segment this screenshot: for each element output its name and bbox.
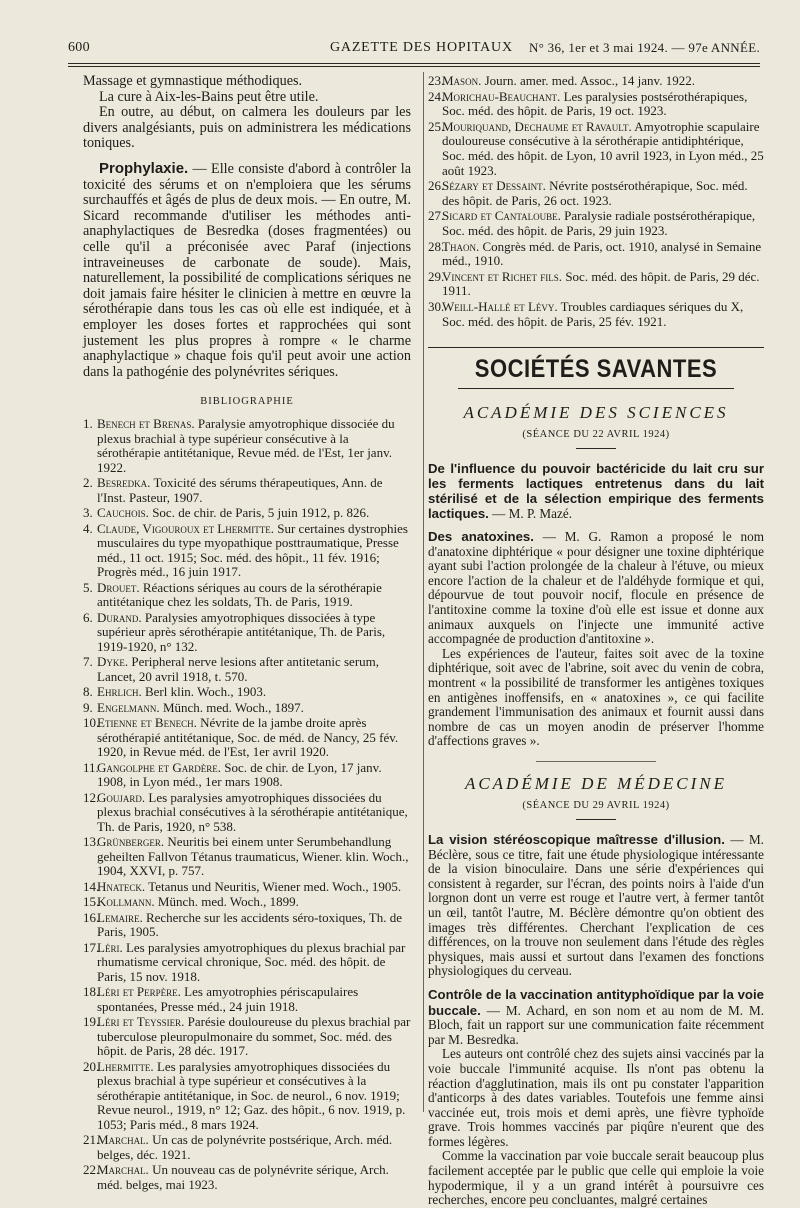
entry-number: 17. [83, 939, 100, 955]
entry-text: Journ. amer. med. Assoc., 14 janv. 1922. [481, 73, 695, 88]
medecine-item-2-text3: Comme la vaccination par voie buccale serait beaucoup plus facilement acceptée par le public que celle qui emploie la voie hypodermique, il y a un grand intérêt à poursuivre ces recherches, encore peu concluantes, malgré certaines [428, 1148, 764, 1208]
entry-authors: Hnateck. [97, 878, 146, 894]
entry-text: Recherche sur les accidents séro-toxiques, Th. de Paris, 1905. [97, 909, 403, 940]
entry-text: Tetanus und Neuritis, Wiener med. Woch., 1905. [145, 878, 402, 894]
entry-authors: Ehrlich. [97, 684, 142, 700]
entry-number: 10. [83, 715, 100, 731]
bibliography-entry [83, 1163, 411, 1192]
medecine-item-1 [428, 832, 764, 979]
entry-authors: Mason. [442, 73, 482, 88]
prophylaxie-heading: Prophylaxie. [99, 159, 189, 177]
medecine-item-2-text: — M. Achard, en son nom et au nom de M. M. Bloch, fait un rapport sur une communication faite récemment par M. Besredka. [428, 1002, 764, 1047]
entry-number: 9. [83, 699, 93, 715]
entry-authors: Marchal. [97, 1132, 149, 1148]
entry-text: Congrès méd. de Paris, oct. 1910, analysé in Semaine méd., 1910. [442, 238, 762, 269]
entry-text: Troubles cardiaques sériques du X, Soc. méd. des hôpit. de Paris, 25 fév. 1921. [442, 298, 744, 329]
bibliography-list-right [428, 74, 764, 329]
entry-number: 7. [83, 654, 93, 670]
entry-text: Amyotrophie scapulaire douloureuse consécutive à la sérothérapie antidiphtérique, Soc. méd. des hôpit. de Lyon, 10 avril 1923, in Lyon méd., 25 août 1923. [442, 118, 764, 178]
academy-medecine-session: (SÉANCE DU 29 AVRIL 1924) [522, 800, 670, 811]
entry-number: 5. [83, 579, 93, 595]
entry-number: 2. [83, 475, 93, 491]
entry-authors: Goujard. [97, 789, 146, 805]
entry-authors: Gangolphe et Gardère. [97, 759, 222, 775]
sciences-item-1 [428, 461, 764, 521]
sciences-item-2-text2: Les expériences de l'auteur, faites soit avec de la toxine diphtérique, soit avec de l'abrine, soit avec du venin de cobra, montrent « la possibilité de transformer les antigènes toxiques en antigènes inoffensifs, en « anatoxines », ce qui facilite grandement l'immunisation des animaux et fournit aussi dans nombre de cas un moyen anodin de préserver l'homme d'affections graves ». [428, 645, 764, 749]
bibliography-entry [83, 761, 411, 790]
entry-number: 21. [83, 1132, 100, 1148]
academy-divider [536, 761, 656, 762]
bibliography-entry [428, 270, 764, 299]
entry-number: 15. [83, 894, 100, 910]
bibliography-entry [83, 880, 411, 895]
bibliography-entry [428, 209, 764, 238]
entry-text: Paralysie radiale postsérothérapique, Soc. méd. des hôpit. de Paris, 29 juin 1923. [442, 208, 756, 238]
bibliography-entry [428, 120, 764, 178]
bibliography-entry [83, 611, 411, 655]
entry-text: Sur certaines dystrophies musculaires du type myopathique posttraumatique, Presse méd., 11 oct. 1915; Soc. méd. des hôpit., 11 fév. 1916; Progrès méd., 16 juin 1917. [97, 520, 408, 580]
entry-number: 24. [428, 88, 445, 104]
entry-number: 18. [83, 984, 100, 1000]
entry-text: Soc. de chir. de Paris, 5 juin 1912, p. 826. [148, 505, 370, 521]
bibliography-entry [83, 506, 411, 521]
academy-sciences-session: (SÉANCE DU 22 AVRIL 1924) [522, 429, 670, 441]
bibliography-entry [83, 522, 411, 580]
entry-text: Parésie douloureuse du plexus brachial par tuberculose pleuropulmonaire du sommet, Soc. méd. des hôpit. de Paris, 28 déc. 1917. [97, 1014, 411, 1059]
bibliography-entry [83, 476, 411, 505]
header-rule-thick [68, 63, 760, 64]
entry-text: Réactions sériques au cours de la sérothérapie antitétanique chez les soldats, Th. de Paris, 1919. [97, 579, 382, 610]
entry-text: Les paralysies amyotrophiques du plexus brachial par rhumatisme cervical chronique, Soc. méd. des hôpit. de Paris, 15 nov. 1918. [97, 939, 406, 984]
entry-number: 19. [83, 1014, 100, 1030]
page-number: 600 [68, 40, 90, 55]
entry-authors: Etienne et Benech. [97, 715, 197, 731]
intro-line-3: En outre, au début, on calmera les douleurs par les divers analgésiants, puis on administrera les médications toniques. [83, 104, 411, 152]
bibliography-entry [428, 90, 764, 119]
entry-authors: Vincent et Richet fils. [442, 268, 563, 284]
sciences-item-1-head: De l'influence du pouvoir bactéricide du lait cru sur les ferments lactiques entretenus dans du lait stérilisé et de la sélection empirique des ferments lactiques. [428, 461, 764, 522]
entry-authors: Léri et Perpère. [97, 984, 181, 1000]
bibliography-entry [83, 911, 411, 940]
bibliography-entry [83, 1060, 411, 1133]
entry-text: Paralysies amyotrophiques dissociées à type supérieur après sérothérapie antitétanique, Th. de Paris, 1919-1920, n° 132. [97, 609, 386, 654]
bibliography-entry [83, 685, 411, 700]
entry-text: Münch. med. Woch., 1899. [154, 894, 299, 910]
entry-authors: Léri et Teyssier. [97, 1014, 185, 1030]
right-column [428, 74, 764, 1208]
section-header-box [428, 347, 764, 388]
bibliography-list-left [83, 417, 411, 1192]
bibliography-title: BIBLIOGRAPHIE [200, 396, 294, 408]
entry-text: Soc. méd. des hôpit. de Paris, 29 déc. 1911. [442, 268, 760, 299]
section-title: SOCIÉTÉS SAVANTES [474, 354, 718, 383]
entry-authors: Claude, Vigouroux et Lhermitte. [97, 520, 274, 536]
entry-text: Toxicité des sérums thérapeutiques, Ann. de l'Inst. Pasteur, 1907. [97, 475, 383, 505]
bibliography-entry [83, 1133, 411, 1162]
bibliography-entry [428, 74, 764, 89]
entry-authors: Kollmann. [97, 894, 155, 910]
entry-authors: Besredka. [97, 475, 151, 491]
bibliography-entry [83, 701, 411, 716]
entry-authors: Léri. [97, 939, 123, 955]
sciences-item-1-author: — M. P. Mazé. [488, 506, 572, 522]
entry-text: Neuritis bei einem unter Serumbehandlung geheilten Fallvon Tétanus traumaticus, Wiener. klin. Woch., 1904, XXVI, p. 757. [97, 834, 409, 879]
section-underline [458, 388, 734, 389]
entry-number: 25. [428, 118, 445, 134]
entry-text: Les paralysies postsérothérapiques, Soc. méd. des hôpit. de Paris, 19 oct. 1923. [442, 88, 748, 119]
entry-number: 1. [83, 416, 93, 432]
entry-number: 4. [83, 520, 93, 536]
issue-info: N° 36, 1er et 3 mai 1924. — 97e ANNÉE. [528, 40, 760, 55]
entry-text: Berl klin. Woch., 1903. [141, 684, 267, 700]
entry-number: 22. [83, 1162, 100, 1178]
prophylaxie-paragraph [83, 161, 411, 380]
entry-authors: Weill-Hallé et Lévy. [442, 298, 558, 314]
intro-line-2: La cure à Aix-les-Bains peut être utile. [99, 88, 319, 105]
entry-text: Soc. de chir. de Lyon, 17 janv. 1908, in Lyon méd., 1er mars 1908. [97, 759, 382, 790]
entry-authors: Grünberger. [97, 834, 165, 850]
sciences-item-2-text: — M. G. Ramon a proposé le nom d'anatoxine diphtérique « pour désigner une toxine diphtérique ayant subi l'action prolongée de la chaleur à l'étuve, ou mieux encore l'action de la chaleur et de l'aldéhyde formique et qui, dépourvue de tout pouvoir nocif, flocule en présence de l'antitoxine comme la toxine d'où elle est issue et donne aux animaux auxquels on l'injecte une immunité active accompagnée de production d'antitoxine ». [428, 529, 764, 647]
entry-number: 6. [83, 609, 93, 625]
entry-authors: Durand. [97, 609, 142, 625]
entry-authors: Benech et Brenas. [97, 416, 195, 432]
entry-authors: Cauchois. [97, 505, 149, 521]
entry-text: Un nouveau cas de polynévrite sérique, Arch. méd. belges, mai 1923. [97, 1162, 389, 1192]
entry-text: Paralysie amyotrophique dissociée du plexus brachial à type supérieur consécutive à la sérothérapie antitétanique, Revue méd. de l'Est, 1er janv. 1922. [97, 416, 395, 475]
sciences-item-2 [428, 529, 764, 647]
bibliography-entry [83, 655, 411, 684]
entry-authors: Lemaire. [97, 909, 143, 925]
entry-number: 26. [428, 178, 445, 194]
medecine-item-1-head: La vision stéréoscopique maîtresse d'illusion. [428, 832, 725, 847]
page-header [68, 40, 760, 62]
bibliography-entry [83, 985, 411, 1014]
short-rule-2 [576, 819, 616, 820]
entry-authors: Lhermitte. [97, 1058, 154, 1074]
entry-number: 12. [83, 789, 100, 805]
bibliography-entry [428, 179, 764, 208]
entry-authors: Mouriquand, Dechaume et Ravault. [442, 118, 632, 134]
entry-number: 11. [83, 759, 99, 775]
entry-number: 28. [428, 238, 445, 254]
header-rule-thin [68, 66, 760, 67]
bibliography-entry [83, 716, 411, 760]
entry-number: 8. [83, 684, 93, 700]
entry-authors: Engelmann. [97, 699, 160, 715]
entry-number: 14. [83, 878, 100, 894]
bibliography-entry [83, 581, 411, 610]
medecine-item-2-head: Contrôle de la vaccination antityphoïdique par la voie buccale. [428, 986, 764, 1018]
entry-number: 3. [83, 505, 93, 521]
medecine-item-2 [428, 987, 764, 1047]
bibliography-entry [83, 417, 411, 475]
entry-number: 16. [83, 909, 100, 925]
entry-authors: Sicard et Cantaloube. [442, 208, 561, 224]
bibliography-entry [83, 941, 411, 985]
bibliography-entry [83, 791, 411, 835]
bibliography-entry [83, 1015, 411, 1059]
short-rule-1 [576, 448, 616, 449]
medecine-item-1-text: — M. Béclère, sous ce titre, fait une étude physiologique intéressante de la vision binoculaire. Dans une série d'expériences qui consistent à regarder, sur l'écran, des points noirs à l'aide d'un lorgnon dont un verre est rouge et l'autre vert, à fermer tantôt un œil, tantôt l'autre, M. Béclère démontre qu'on obtient des images très différentes. Cherchant l'explication de ces différences, on la trouve non seulement dans l'étude des règles physiques, mais aussi et surtout dans l'examen des fonctions physiologiques du cerveau. [428, 832, 764, 979]
entry-text: Un cas de polynévrite postsérique, Arch. méd. belges, déc. 1921. [97, 1132, 393, 1162]
entry-authors: Marchal. [97, 1162, 149, 1178]
entry-authors: Drouet. [97, 579, 140, 595]
entry-number: 13. [83, 834, 100, 850]
bibliography-entry [83, 835, 411, 879]
entry-text: Peripheral nerve lesions after antitetanic serum, Lancet, 20 avril 1918, t. 570. [97, 654, 380, 684]
entry-number: 20. [83, 1058, 100, 1074]
entry-authors: Thaon. [442, 238, 480, 254]
sciences-item-2-head: Des anatoxines. [428, 529, 534, 545]
entry-text: Névrite postsérothérapique, Soc. méd. des hôpit. de Paris, 26 oct. 1923. [442, 178, 748, 208]
bibliography-entry [428, 300, 764, 329]
entry-authors: Sézary et Dessaint. [442, 178, 546, 194]
entry-authors: Dyke. [97, 654, 129, 670]
bibliography-entry [428, 240, 764, 269]
entry-authors: Morichau-Beauchant. [442, 88, 561, 104]
entry-number: 27. [428, 208, 445, 224]
entry-text: Münch. med. Woch., 1897. [159, 699, 304, 715]
entry-text: Les amyotrophies périscapulaires spontanées, Presse méd., 24 juin 1918. [97, 984, 359, 1014]
entry-text: Névrite de la jambe droite après sérothérapié antitétanique, Soc. de méd. de Nancy, 25 fév. 1920, in Revue méd. de l'Est, 1er avril 1920. [97, 715, 399, 760]
academy-medecine-title: ACADÉMIE DE MÉDECINE [464, 774, 728, 793]
prophylaxie-text: — Elle consiste d'abord à contrôler la toxicité des sérums et on n'emploiera que les sérums surchauffés et âgés de plus de deux mois. — En outre, M. Sicard recommande d'utiliser les méthodes anti-anaphylactiques de Besredka (doses fragmentées) ou celle qu'il a préconisée avec Paraf (injections intraveineuses de carbonate de soude). Mais, naturellement, la possibilité de complications sériques ne doit jamais faire hésiter le clinicien à mettre en œuvre la sérothérapie dans tous les cas où elle est indiquée, et à employer les doses fortes et rapprochées qui sont justement les plus propres à rompre « le charme anaphylactique » chaque fois qu'il peut avoir une action dans la pathogénie des polynévrites sériques. [83, 160, 411, 380]
entry-number: 30. [428, 298, 445, 314]
column-divider [423, 72, 424, 1112]
academy-sciences-title: ACADÉMIE DES SCIENCES [463, 403, 729, 423]
medecine-item-2-text2: Les auteurs ont contrôlé chez des sujets ainsi vaccinés par la voie buccale l'immunité acquise. Ils n'ont pas obtenu la réaction d'agglutination, mais ils ont pu constater l'apparition d'anticorps à des dates variables. Toutefois une femme ainsi vaccinée eut, trois mois et demi après, une fièvre typhoïde grave. Trois hommes vaccinés par piqûre n'eurent que des formes légères. [428, 1046, 764, 1149]
journal-title: GAZETTE DES HOPITAUX [330, 40, 513, 55]
left-column [83, 74, 411, 1193]
intro-line-1: Massage et gymnastique méthodiques. [83, 73, 303, 89]
entry-text: Les paralysies amyotrophiques dissociées du plexus brachial consécutives à la sérothérapie antitétanique, Th. de Paris, 1920, n° 538. [97, 789, 408, 834]
bibliography-entry [83, 895, 411, 910]
entry-number: 23. [428, 73, 445, 88]
entry-number: 29. [428, 268, 445, 284]
entry-text: Les paralysies amyotrophiques dissociées du plexus brachial à type supérieur et consécutives à la sérothérapie antitétanique, in Soc. de neurol., 6 nov. 1919; Revue neurol., 1919, n° 12; Gaz. des hôpit., 6 nov. 1919, p. 1053; Paris méd., 8 mars 1924. [97, 1058, 406, 1132]
